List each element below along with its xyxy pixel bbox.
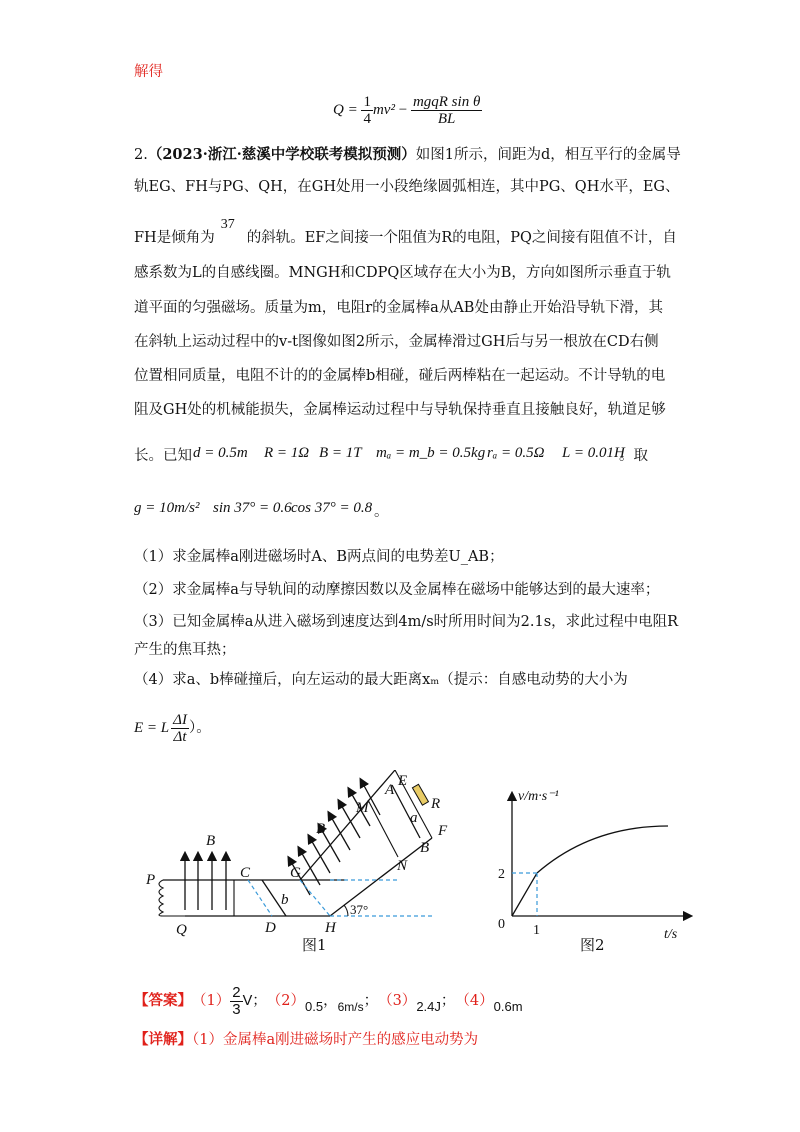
label-m: M <box>356 800 369 816</box>
answer-1-frac <box>230 985 242 1018</box>
figure-2-xlabel: t/s <box>664 927 678 942</box>
figure-2-tick-x: 1 <box>533 923 540 938</box>
answer-2-vmax: 6m/s <box>337 1000 364 1014</box>
figure-2-origin: 0 <box>498 917 505 932</box>
label-b-field-right: B <box>316 821 326 837</box>
label-h: H <box>325 920 336 936</box>
given-b: B = 1T <box>319 445 362 461</box>
label-p: P <box>146 872 156 888</box>
given-mass: mₐ = m_b = 0.5kg <box>376 445 486 461</box>
label-b-point: B <box>420 840 430 856</box>
answer-3-end: ； <box>440 993 456 1009</box>
label-a-point: A <box>385 782 395 798</box>
figure-2-ylabel: v/m·s⁻¹ <box>518 789 559 804</box>
eq-frac2-num: mgqR sin θ <box>412 93 481 110</box>
answer-2-index: （2） <box>266 993 305 1009</box>
label-e: E <box>398 773 408 789</box>
problem-line-4: 感系数为L的自感线圈。MNGH和CDPQ区域存在大小为B，方向如图所示垂直于轨 <box>134 265 671 281</box>
hint-end: ）。 <box>188 720 211 736</box>
hint-formula <box>134 708 211 748</box>
question-2: （2）求金属棒a与导轨间的动摩擦因数以及金属棒在磁场中能够达到的最大速率； <box>134 582 660 598</box>
eq-frac1 <box>361 94 373 127</box>
given-sin: sin 37° = 0.6 <box>213 500 292 516</box>
label-d: D <box>265 920 276 936</box>
detail-line <box>134 1030 478 1050</box>
answer-1-index: （1） <box>192 993 231 1009</box>
figure-2-caption: 图2 <box>580 936 605 954</box>
label-b-rod: b <box>281 892 289 908</box>
question-1: （1）求金属棒a刚进磁场时A、B两点间的电势差U_AB； <box>134 549 504 565</box>
dashed-cd <box>248 880 272 916</box>
label-g: G <box>290 865 301 881</box>
figure-2-tick-y: 2 <box>498 867 505 882</box>
problem-line3-a: FH是倾角为 <box>134 230 215 246</box>
problem-line10-end: 。 <box>374 504 389 520</box>
problem-line1-rest: 如图1所示，间距为d，相互平行的金属导 <box>415 147 681 163</box>
answer-1-den: 3 <box>232 1000 241 1018</box>
problem-number: 2. <box>134 147 148 163</box>
hint-lhs: E = L <box>134 719 170 736</box>
solve-label: 解得 <box>134 64 163 80</box>
answer-3-heat: 2.4J <box>416 999 441 1014</box>
problem-line9-end: 。取 <box>619 448 648 464</box>
resistor-r <box>412 784 428 805</box>
answer-1-num: 2 <box>232 983 241 1001</box>
dashed-gh <box>300 880 330 916</box>
problem-line-7: 位置相同质量，电阻不计的的金属棒b相碰，碰后两棒粘在一起运动。不计导轨的电 <box>134 368 666 384</box>
eq-lhs: Q = <box>333 101 358 118</box>
equation-q <box>333 90 482 130</box>
label-b-field-left: B <box>206 833 216 849</box>
question-3a: （3）已知金属棒a从进入磁场到速度达到4m/s时所用时间为2.1s，求此过程中电阻R <box>134 614 679 630</box>
eq-frac1-den: 4 <box>363 110 371 127</box>
answer-1-unit: V； <box>242 993 267 1009</box>
problem-angle: 37 <box>220 217 235 232</box>
eq-term1: mv² <box>372 101 395 118</box>
question-4: （4）求a、b棒碰撞后，向左运动的最大距离xₘ（提示：自感电动势的大小为 <box>134 672 628 688</box>
eq-frac2 <box>411 94 482 127</box>
problem-line-5: 道平面的匀强磁场。质量为m，电阻r的金属棒a从AB处由静止开始沿导轨下滑，其 <box>134 300 663 316</box>
detail-text: （1）金属棒a刚进磁场时产生的感应电动势为 <box>192 1032 479 1048</box>
inductor-coil <box>159 880 185 916</box>
angle-arc <box>344 905 348 916</box>
eq-frac1-num: 1 <box>363 93 371 110</box>
problem-source: （2023·浙江·慈溪中学校联考模拟预测） <box>147 146 416 163</box>
figure-1 <box>140 770 470 960</box>
rail-fh <box>330 838 432 916</box>
label-r: R <box>431 796 441 812</box>
question-3b: 产生的焦耳热； <box>134 642 236 658</box>
label-c: C <box>240 865 251 881</box>
answer-2-end: ； <box>363 993 379 1009</box>
boundary-mn <box>368 800 398 857</box>
figure-1-caption: 图1 <box>302 936 327 954</box>
given-g: g = 10m/s² <box>134 500 200 516</box>
given-d: d = 0.5m <box>193 445 248 461</box>
label-angle: 37° <box>350 902 369 917</box>
hint-frac <box>171 712 189 745</box>
hint-num: ΔI <box>173 711 187 728</box>
label-n: N <box>397 858 408 874</box>
problem-line-9 <box>134 446 192 466</box>
answer-4-index: （4） <box>455 993 494 1009</box>
answer-line <box>134 983 523 1019</box>
given-l: L = 0.01H <box>562 445 625 461</box>
answer-2-sep: ， <box>323 993 338 1009</box>
label-a-rod: a <box>410 810 418 826</box>
detail-label: 【详解】 <box>134 1031 192 1048</box>
problem-line-1 <box>134 145 681 165</box>
problem-line-6: 在斜轨上运动过程中的v-t图像如图2所示，金属棒滑过GH后与另一根放在CD右侧 <box>134 334 659 350</box>
given-cos: cos 37° = 0.8 <box>291 500 373 516</box>
answer-3-index: （3） <box>378 993 417 1009</box>
given-ra: rₐ = 0.5Ω <box>487 445 545 461</box>
problem-line9-a: 长。已知 <box>134 448 192 464</box>
label-q: Q <box>176 922 187 938</box>
label-f: F <box>438 823 448 839</box>
answer-2-mu: 0.5 <box>304 999 324 1014</box>
answer-label: 【答案】 <box>134 992 192 1009</box>
problem-line3-b: 的斜轨。EF之间接一个阻值为R的电阻，PQ之间接有阻值不计，自 <box>246 230 677 246</box>
figure-2 <box>490 780 700 960</box>
eq-frac2-den: BL <box>437 110 456 127</box>
problem-line-3 <box>134 217 677 249</box>
problem-line-2: 轨EG、FH与PG、QH，在GH处用一小段绝缘圆弧相连，其中PG、QH水平，EG、 <box>134 179 680 195</box>
answer-4-distance: 0.6m <box>493 999 523 1014</box>
field-arrows-left <box>185 856 226 910</box>
eq-minus: − <box>398 101 408 118</box>
problem-line-8: 阻及GH处的机械能损失，金属棒运动过程中与导轨保持垂直且接触良好，轨道足够 <box>134 402 666 418</box>
given-r: R = 1Ω <box>264 445 310 461</box>
hint-den: Δt <box>173 728 187 745</box>
vt-curve <box>512 826 668 916</box>
